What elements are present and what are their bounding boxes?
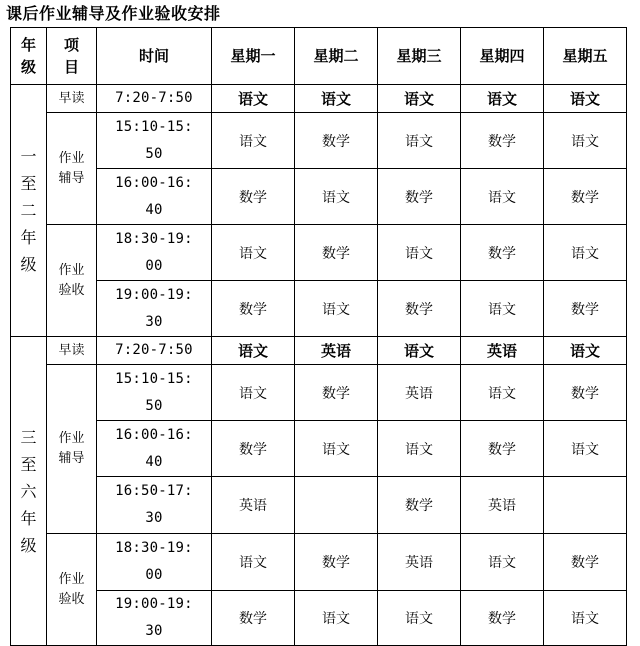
subject-cell: 数学 <box>461 113 544 169</box>
subject-cell: 语文 <box>212 534 295 591</box>
subject-cell: 数学 <box>544 365 627 421</box>
subject-cell: 数学 <box>378 281 461 337</box>
subject-cell: 语文 <box>378 113 461 169</box>
subject-cell: 语文 <box>544 85 627 113</box>
subject-cell: 英语 <box>295 337 378 365</box>
header-grade: 年 级 <box>11 28 47 85</box>
subject-cell: 数学 <box>461 225 544 281</box>
subject-cell: 语文 <box>544 591 627 646</box>
subject-cell: 英语 <box>378 534 461 591</box>
time-cell: 16:50-17: 30 <box>97 477 212 534</box>
subject-cell: 语文 <box>212 113 295 169</box>
table-row <box>11 421 627 477</box>
subject-cell: 数学 <box>212 421 295 477</box>
subject-cell: 数学 <box>378 169 461 225</box>
subject-cell: 语文 <box>212 85 295 113</box>
subject-cell <box>295 477 378 534</box>
subject-cell: 语文 <box>544 225 627 281</box>
subject-cell: 语文 <box>544 337 627 365</box>
time-cell: 19:00-19: 30 <box>97 281 212 337</box>
time-cell: 19:00-19: 30 <box>97 591 212 646</box>
subject-cell: 英语 <box>212 477 295 534</box>
subject-cell: 英语 <box>461 337 544 365</box>
table-row <box>11 591 627 646</box>
subject-cell: 数学 <box>461 421 544 477</box>
category-cell: 作业 辅导 <box>47 113 97 225</box>
subject-cell: 数学 <box>544 169 627 225</box>
subject-cell: 数学 <box>295 113 378 169</box>
header-friday: 星期五 <box>544 28 627 85</box>
schedule-table <box>10 27 627 646</box>
subject-cell: 语文 <box>295 591 378 646</box>
header-item: 项 目 <box>47 28 97 85</box>
header-time: 时间 <box>97 28 212 85</box>
subject-cell: 语文 <box>295 169 378 225</box>
header-row <box>11 28 627 85</box>
subject-cell: 数学 <box>295 365 378 421</box>
subject-cell: 语文 <box>461 169 544 225</box>
page-title: 课后作业辅导及作业验收安排 <box>6 4 221 23</box>
subject-cell <box>544 477 627 534</box>
table-row <box>11 169 627 225</box>
subject-cell: 语文 <box>461 85 544 113</box>
subject-cell: 数学 <box>544 281 627 337</box>
header-monday: 星期一 <box>212 28 295 85</box>
subject-cell: 语文 <box>212 225 295 281</box>
subject-cell: 数学 <box>212 591 295 646</box>
time-cell: 18:30-19: 00 <box>97 534 212 591</box>
subject-cell: 语文 <box>461 534 544 591</box>
time-cell: 16:00-16: 40 <box>97 169 212 225</box>
subject-cell: 数学 <box>461 591 544 646</box>
subject-cell: 语文 <box>544 113 627 169</box>
time-cell: 16:00-16: 40 <box>97 421 212 477</box>
subject-cell: 数学 <box>295 534 378 591</box>
subject-cell: 语文 <box>378 225 461 281</box>
table-row <box>11 225 627 281</box>
time-cell: 18:30-19: 00 <box>97 225 212 281</box>
grade-cell: 三 至 六 年 级 <box>11 337 47 646</box>
header-wednesday: 星期三 <box>378 28 461 85</box>
subject-cell: 语文 <box>461 365 544 421</box>
subject-cell: 语文 <box>544 421 627 477</box>
category-cell: 早读 <box>47 85 97 113</box>
grade-cell: 一 至 二 年 级 <box>11 85 47 337</box>
category-cell: 作业 验收 <box>47 534 97 646</box>
subject-cell: 语文 <box>378 85 461 113</box>
subject-cell: 数学 <box>295 225 378 281</box>
category-cell: 早读 <box>47 337 97 365</box>
time-cell: 7:20-7:50 <box>97 85 212 113</box>
subject-cell: 语文 <box>212 365 295 421</box>
subject-cell: 英语 <box>461 477 544 534</box>
table-row <box>11 477 627 534</box>
subject-cell: 数学 <box>544 534 627 591</box>
table-row <box>11 281 627 337</box>
subject-cell: 语文 <box>378 421 461 477</box>
table-row <box>11 85 627 113</box>
subject-cell: 语文 <box>378 337 461 365</box>
subject-cell: 数学 <box>212 169 295 225</box>
table-row <box>11 337 627 365</box>
subject-cell: 语文 <box>378 591 461 646</box>
header-thursday: 星期四 <box>461 28 544 85</box>
subject-cell: 数学 <box>212 281 295 337</box>
time-cell: 15:10-15: 50 <box>97 365 212 421</box>
header-tuesday: 星期二 <box>295 28 378 85</box>
category-cell: 作业 验收 <box>47 225 97 337</box>
table-row <box>11 534 627 591</box>
time-cell: 7:20-7:50 <box>97 337 212 365</box>
subject-cell: 语文 <box>295 421 378 477</box>
subject-cell: 语文 <box>461 281 544 337</box>
subject-cell: 语文 <box>212 337 295 365</box>
subject-cell: 数学 <box>378 477 461 534</box>
table-row <box>11 113 627 169</box>
time-cell: 15:10-15: 50 <box>97 113 212 169</box>
subject-cell: 英语 <box>378 365 461 421</box>
subject-cell: 语文 <box>295 85 378 113</box>
table-row <box>11 365 627 421</box>
subject-cell: 语文 <box>295 281 378 337</box>
category-cell: 作业 辅导 <box>47 365 97 534</box>
